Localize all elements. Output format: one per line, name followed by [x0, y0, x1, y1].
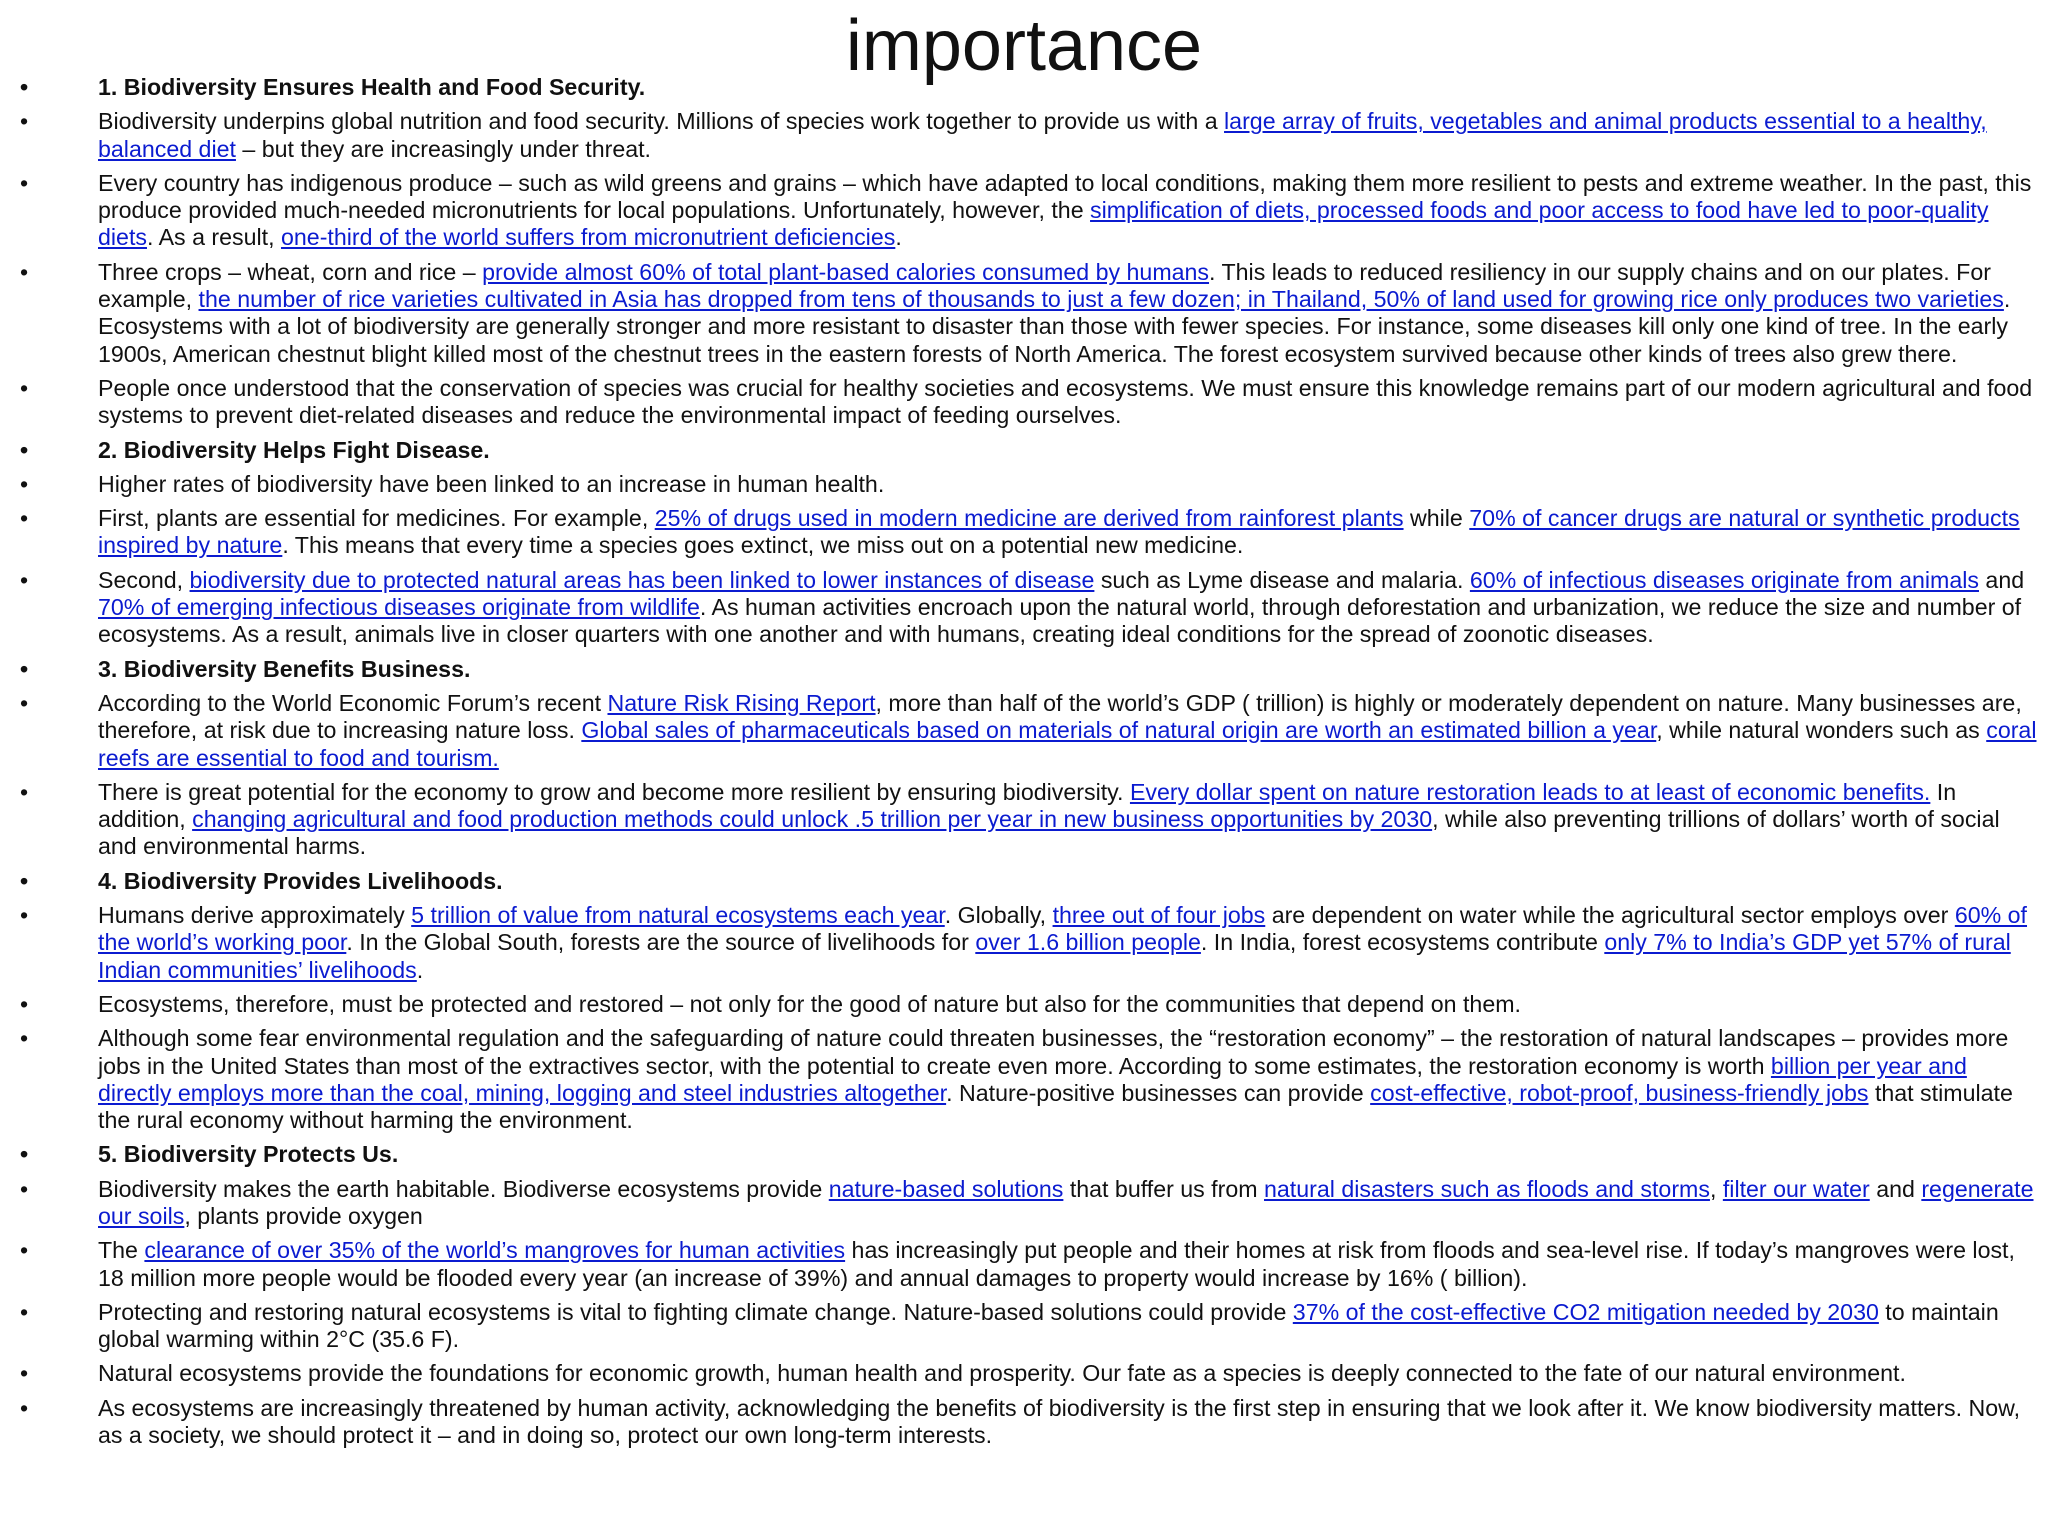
bullet-item [0, 1176, 2048, 1231]
bullet-text: Second, [98, 566, 190, 593]
bullet-text: The [98, 1237, 145, 1264]
reference-link[interactable]: large array of fruits, vegetables and animal products essential to a healthy, balanced diet [98, 108, 1987, 162]
bullet-list [0, 74, 2048, 1456]
section-heading [0, 74, 2048, 101]
reference-link[interactable]: Global sales of pharmaceuticals based on materials of natural origin are worth an estimated billion a year [581, 717, 1657, 744]
reference-link[interactable]: one-third of the world suffers from micronutrient deficiencies [281, 224, 896, 251]
bullet-text: has increasingly put people and their homes at risk from floods and sea-level rise. If today’s mangroves were lost, 18 million more people would be flooded every year (an increase of 39%) and annual damages to property would increase by 16% ( billion). [98, 1237, 2015, 1291]
bullet-dot-icon: • [20, 258, 29, 285]
bullet-dot-icon: • [20, 689, 29, 716]
bullet-item [0, 1299, 2048, 1354]
bullet-text: 1. Biodiversity Ensures Health and Food Security. [98, 74, 646, 100]
reference-link[interactable]: coral reefs are essential to food and tourism. [98, 717, 2037, 771]
reference-link[interactable]: the number of rice varieties cultivated in Asia has dropped from tens of thousands to just a few dozen; in Thailand, 50% of land used for growing rice only produces two varieties [198, 286, 2004, 313]
bullet-item [0, 259, 2048, 368]
bullet-dot-icon: • [20, 778, 29, 805]
bullet-item [0, 108, 2048, 163]
reference-link[interactable]: 60% of infectious diseases originate from animals [1469, 566, 1979, 593]
reference-link[interactable]: only 7% to India’s GDP yet 57% of rural Indian communities’ livelihoods [98, 929, 2011, 983]
bullet-dot-icon: • [20, 108, 29, 135]
bullet-text: . In the Global South, forests are the source of livelihoods for [346, 929, 976, 956]
bullet-dot-icon: • [20, 867, 29, 894]
bullet-text: , [1709, 1175, 1723, 1202]
bullet-item [0, 991, 2048, 1018]
bullet-text: Higher rates of biodiversity have been linked to an increase in human health. [98, 470, 885, 497]
bullet-text: . Globally, [944, 902, 1053, 929]
reference-link[interactable]: 70% of emerging infectious diseases originate from wildlife [98, 594, 700, 621]
bullet-text: . Ecosystems with a lot of biodiversity are generally stronger and more resistant to disaster than those with fewer species. For instance, some diseases kill only one kind of tree. In the early 1900s, American chestnut blight killed most of the chestnut trees in the eastern forests of North America. The forest ecosystem survived because other kinds of trees also grew there. [98, 286, 2011, 367]
reference-link[interactable]: cost-effective, robot-proof, business-friendly jobs [1370, 1079, 1869, 1106]
bullet-dot-icon: • [20, 1237, 29, 1264]
bullet-item [0, 1360, 2048, 1387]
bullet-text: and [1869, 1175, 1922, 1202]
bullet-text: . [416, 956, 424, 983]
bullet-text: As ecosystems are increasingly threatened by human activity, acknowledging the benefits of biodiversity is the first step in ensuring that we look after it. We know biodiversity matters. Now, as a society, we should protect it – and in doing so, protect our own long-term interests. [98, 1394, 2021, 1449]
bullet-text: . This means that every time a species goes extinct, we miss out on a potential new medicine. [282, 532, 1244, 559]
bullet-text: , while natural wonders such as [1656, 717, 1987, 744]
bullet-text: Natural ecosystems provide the foundations for economic growth, human health and prosperity. Our fate as a species is deeply connected to the fate of our natural environment. [98, 1360, 1906, 1387]
bullet-text: In addition, [98, 778, 1957, 833]
reference-link[interactable]: natural disasters such as floods and storms [1264, 1175, 1710, 1202]
bullet-item [0, 170, 2048, 252]
bullet-text: Three crops – wheat, corn and rice – [98, 258, 483, 285]
bullet-text: . As human activities encroach upon the natural world, through deforestation and urbanization, we reduce the size and number of ecosystems. As a result, animals live in closer quarters with one another and with humans, creating ideal conditions for the spread of zoonotic diseases. [98, 594, 2022, 648]
reference-link[interactable]: 70% of cancer drugs are natural or synthetic products inspired by nature [98, 505, 2020, 559]
reference-link[interactable]: provide almost 60% of total plant-based calories consumed by humans [482, 258, 1210, 285]
bullet-text: . As a result, [146, 224, 282, 251]
bullet-text: are dependent on water while the agricultural sector employs over [1265, 902, 1955, 929]
reference-link[interactable]: changing agricultural and food production methods could unlock .5 trillion per year in new business opportunities by 2030 [192, 806, 1433, 833]
bullet-text: Protecting and restoring natural ecosystems is vital to fighting climate change. Nature-based solutions could provide [98, 1298, 1293, 1325]
bullet-text: that stimulate the rural economy without harming the environment. [98, 1079, 2013, 1134]
bullet-text: Biodiversity makes the earth habitable. Biodiverse ecosystems provide [98, 1175, 829, 1202]
section-heading [0, 656, 2048, 683]
reference-link[interactable]: over 1.6 billion people [975, 929, 1201, 956]
bullet-item [0, 505, 2048, 560]
bullet-text: . This leads to reduced resiliency in our supply chains and on our plates. For example, [98, 258, 1991, 313]
reference-link[interactable]: regenerate our soils [98, 1175, 2034, 1229]
bullet-text: Biodiversity underpins global nutrition and food security. Millions of species work together to provide us with a [98, 108, 1225, 135]
bullet-text: People once understood that the conservation of species was crucial for healthy societies and ecosystems. We must ensure this knowledge remains part of our modern agricultural and food systems to prevent diet-related diseases and reduce the environmental impact of feeding ourselves. [98, 374, 2033, 429]
bullet-dot-icon: • [20, 1360, 29, 1387]
bullet-text: According to the World Economic Forum’s recent [98, 689, 608, 716]
reference-link[interactable]: billion per year and directly employs more than the coal, mining, logging and steel industries altogether [98, 1052, 1967, 1106]
bullet-dot-icon: • [20, 436, 29, 463]
reference-link[interactable]: 37% of the cost-effective CO2 mitigation needed by 2030 [1292, 1298, 1879, 1325]
bullet-dot-icon: • [20, 990, 29, 1017]
bullet-text: First, plants are essential for medicines. For example, [98, 505, 655, 532]
bullet-text: and [1978, 566, 2025, 593]
bullet-item [0, 690, 2048, 772]
bullet-dot-icon: • [20, 655, 29, 682]
bullet-dot-icon: • [20, 1394, 29, 1421]
bullet-item [0, 375, 2048, 430]
bullet-item [0, 1395, 2048, 1450]
bullet-text: 4. Biodiversity Provides Livelihoods. [98, 867, 503, 894]
reference-link[interactable]: simplification of diets, processed foods and poor access to food have led to poor-quality diets [98, 197, 1989, 251]
bullet-item [0, 779, 2048, 861]
bullet-text: 2. Biodiversity Helps Fight Disease. [98, 436, 490, 463]
reference-link[interactable]: 25% of drugs used in modern medicine are derived from rainforest plants [654, 505, 1404, 532]
bullet-dot-icon: • [20, 169, 29, 196]
bullet-item [0, 471, 2048, 498]
slide-title: importance [845, 6, 1203, 86]
bullet-text: while [1403, 505, 1470, 532]
bullet-text: – but they are increasingly under threat. [235, 135, 651, 162]
bullet-text: Humans derive approximately [98, 902, 412, 929]
bullet-dot-icon: • [20, 470, 29, 497]
bullet-text: 3. Biodiversity Benefits Business. [98, 655, 471, 682]
reference-link[interactable]: three out of four jobs [1052, 902, 1266, 929]
bullet-text: . [895, 224, 902, 251]
bullet-text: , more than half of the world’s GDP ( trillion) is highly or moderately dependent on nature. Many businesses are, therefore, at risk due to increasing nature loss. [98, 689, 2022, 744]
reference-link[interactable]: biodiversity due to protected natural areas has been linked to lower instances of disease [189, 566, 1095, 593]
reference-link[interactable]: Nature Risk Rising Report [607, 689, 876, 716]
bullet-dot-icon: • [20, 902, 29, 929]
reference-link[interactable]: filter our water [1722, 1175, 1870, 1202]
bullet-dot-icon: • [20, 374, 29, 401]
bullet-dot-icon: • [20, 74, 29, 100]
bullet-item [0, 902, 2048, 984]
reference-link[interactable]: Every dollar spent on nature restoration leads to at least of economic benefits. [1129, 778, 1931, 805]
bullet-text: that buffer us from [1063, 1175, 1265, 1202]
bullet-text: such as Lyme disease and malaria. [1094, 566, 1470, 593]
bullet-text: , plants provide oxygen [184, 1202, 423, 1229]
bullet-dot-icon: • [20, 1298, 29, 1325]
bullet-text: Ecosystems, therefore, must be protected and restored – not only for the good of nature but also for the communities that depend on them. [98, 990, 1521, 1017]
bullet-text: 5. Biodiversity Protects Us. [98, 1141, 399, 1168]
section-heading [0, 1141, 2048, 1168]
reference-link[interactable]: nature-based solutions [828, 1175, 1064, 1202]
bullet-item [0, 1237, 2048, 1292]
bullet-text: , while also preventing trillions of dollars’ worth of social and environmental harms. [98, 806, 2000, 860]
bullet-text: . In India, forest ecosystems contribute [1200, 929, 1605, 956]
bullet-text: Although some fear environmental regulation and the safeguarding of nature could threaten businesses, the “restoration economy” – the restoration of natural landscapes – provides more jobs in the United States than most of the extractives sector, with the potential to create even more. According to some estimates, the restoration economy is worth [98, 1025, 2009, 1079]
bullet-dot-icon: • [20, 505, 29, 532]
section-heading [0, 437, 2048, 464]
bullet-text: Every country has indigenous produce – such as wild greens and grains – which have adapted to local conditions, making them more resilient to pests and extreme weather. In the past, this produce provided much-needed micronutrients for local populations. Unfortunately, however, the [98, 169, 2032, 224]
reference-link[interactable]: 60% of the world’s working poor [98, 902, 2028, 956]
bullet-text: . Nature-positive businesses can provide [946, 1079, 1371, 1106]
bullet-text: to maintain global warming within 2°C (35.6 F). [98, 1298, 1999, 1353]
bullet-dot-icon: • [20, 1175, 29, 1202]
reference-link[interactable]: 5 trillion of value from natural ecosystems each year [411, 902, 945, 929]
bullet-dot-icon: • [20, 1141, 29, 1168]
bullet-item [0, 567, 2048, 649]
bullet-dot-icon: • [20, 1025, 29, 1052]
bullet-text: There is great potential for the economy to grow and become more resilient by ensuring biodiversity. [98, 778, 1130, 805]
bullet-dot-icon: • [20, 566, 29, 593]
reference-link[interactable]: clearance of over 35% of the world’s mangroves for human activities [144, 1237, 846, 1264]
bullet-item [0, 1025, 2048, 1134]
section-heading [0, 868, 2048, 895]
